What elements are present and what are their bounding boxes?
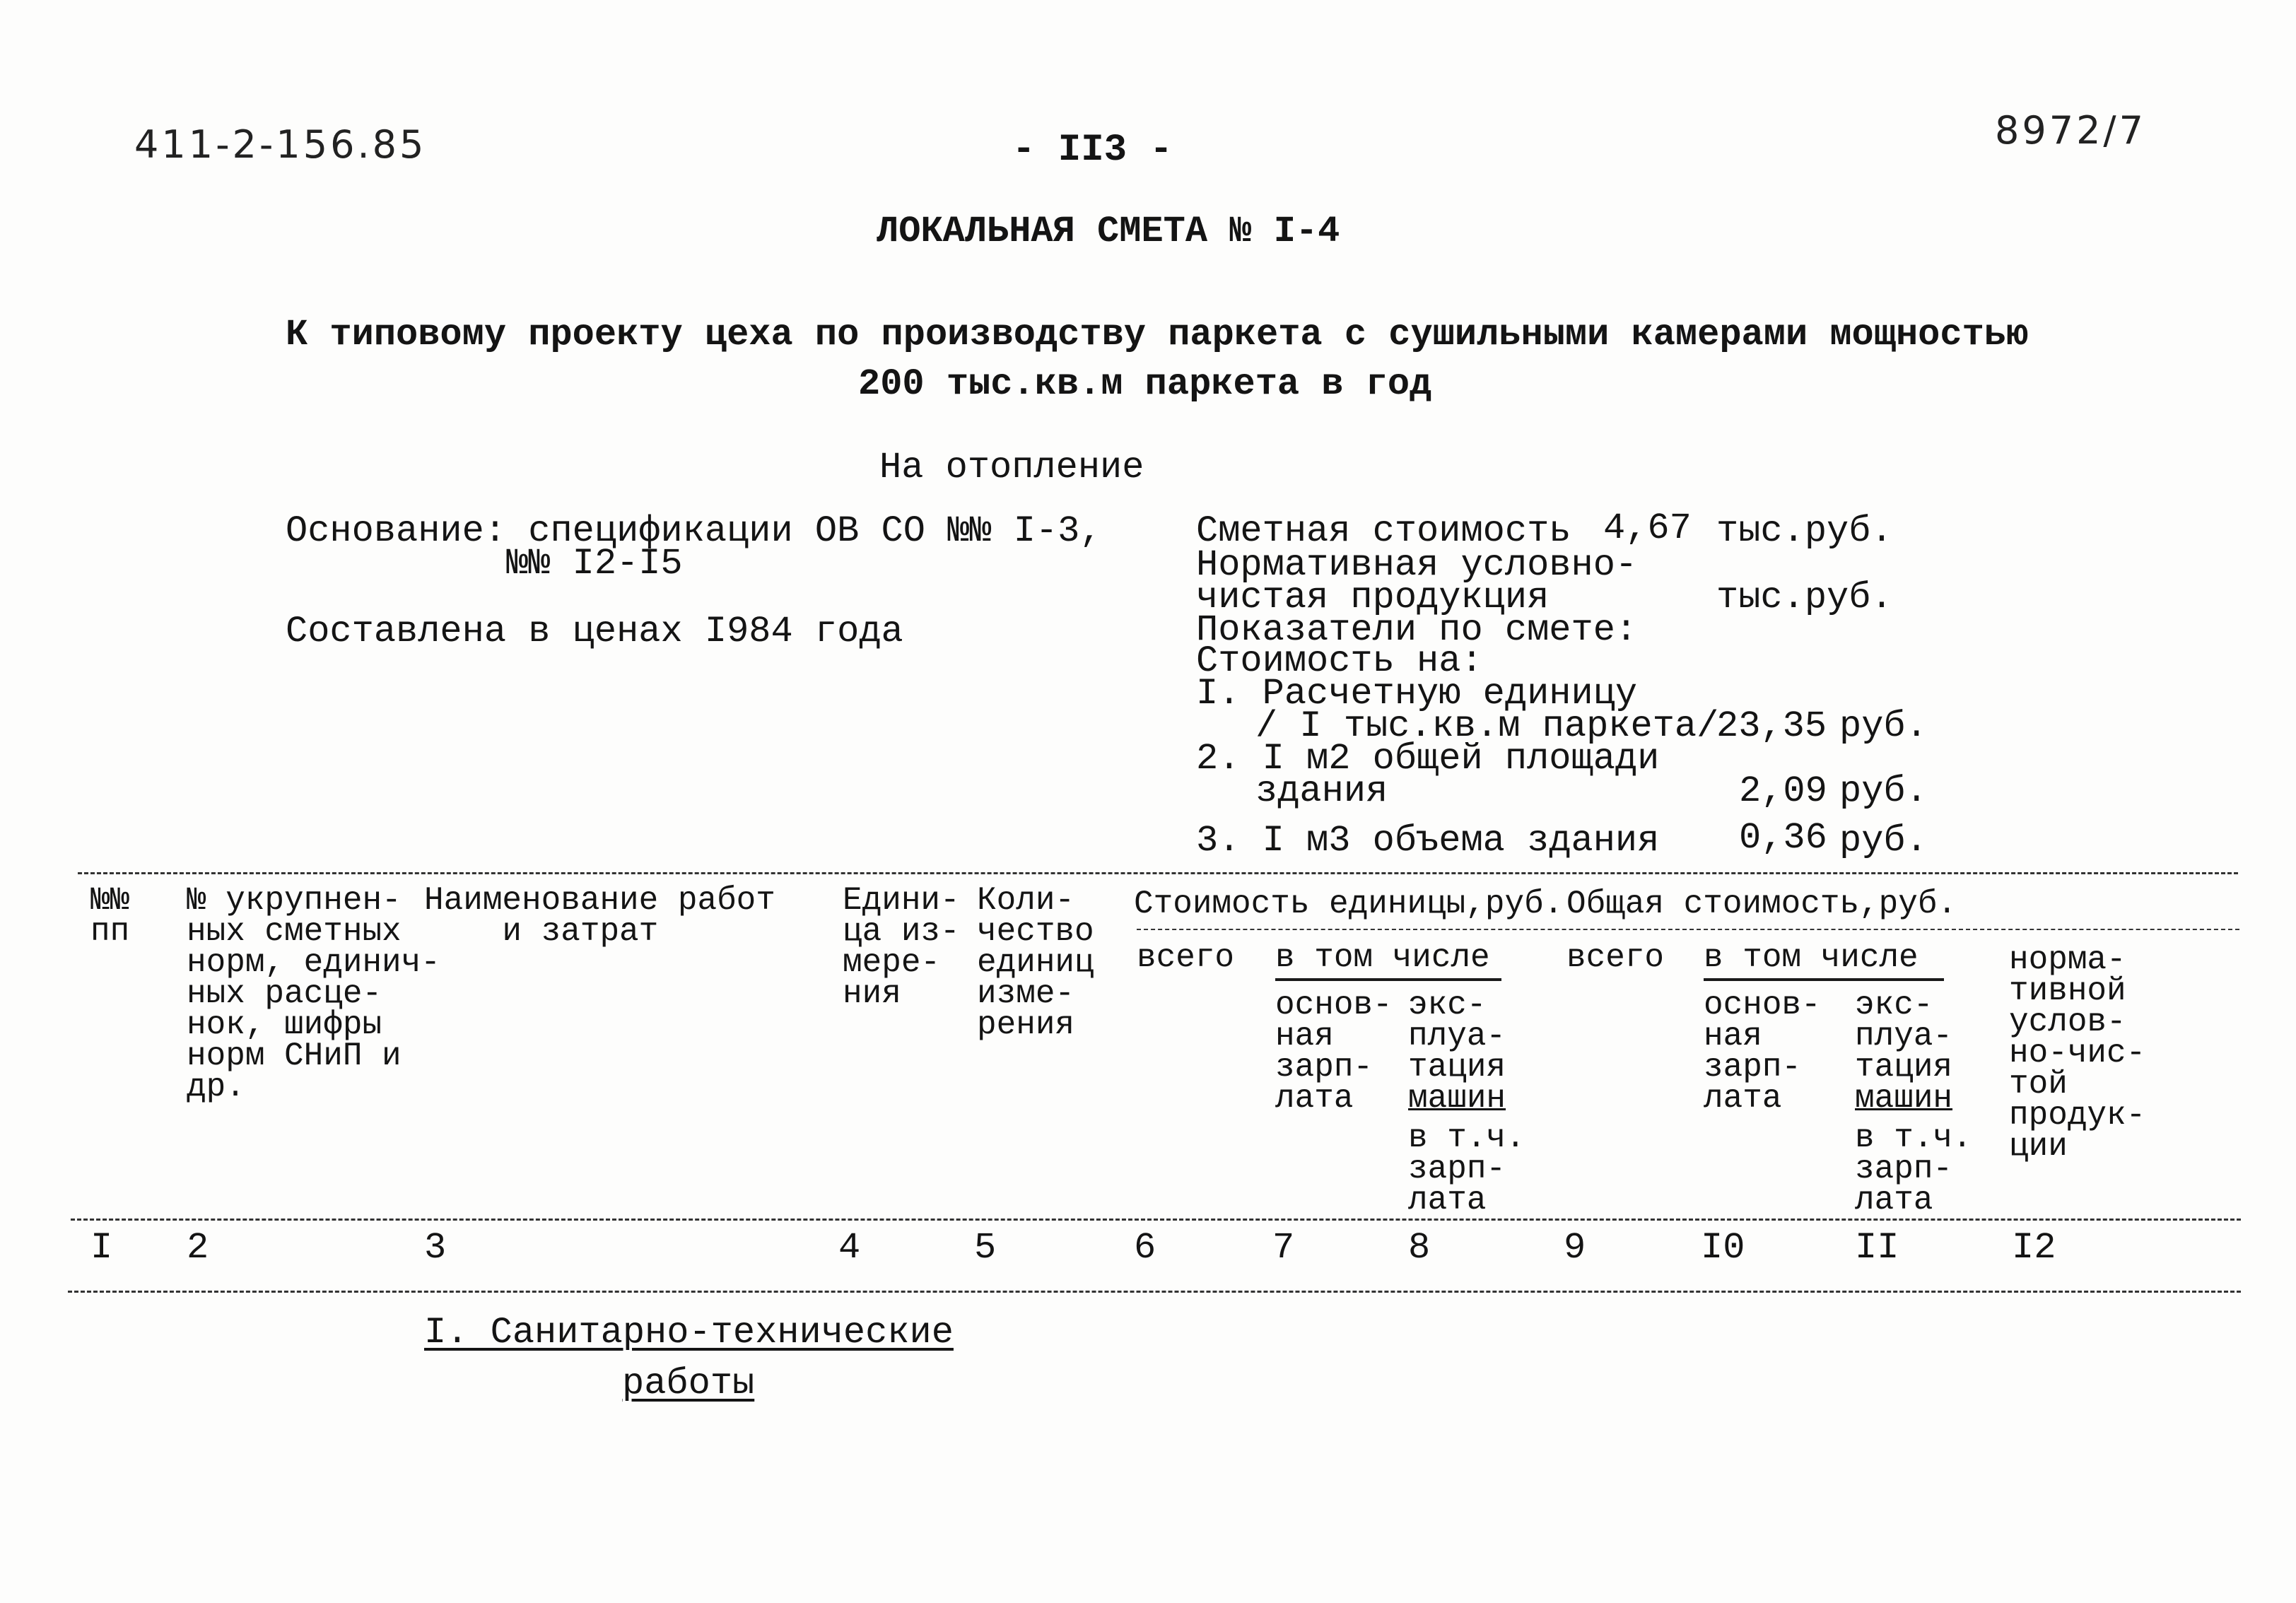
col-header-2: № укрупнен- ных сметных норм, единич- ных расце- нок, шифры норм СНиП и др. bbox=[187, 882, 440, 1105]
page-title: ЛОКАЛЬНАЯ СМЕТА № I-4 bbox=[877, 211, 1340, 252]
col-header-3: Наименование работ и затрат bbox=[424, 882, 775, 950]
column-number-2: 2 bbox=[187, 1227, 209, 1269]
item1-label-1: I. Расчетную единицу bbox=[1196, 673, 1638, 715]
basis-line-1: Основание: спецификации ОВ СО №№ I-3, bbox=[286, 510, 1102, 552]
column-number-1: I bbox=[90, 1227, 113, 1269]
cost-per-label: Стоимость на: bbox=[1196, 640, 1483, 682]
estimated-cost-unit: тыс.руб. bbox=[1716, 510, 1893, 552]
item1-value: 23,35 bbox=[1716, 705, 1827, 747]
col-header-8-bottom: в т.ч. зарп- лата bbox=[1408, 1120, 1525, 1219]
column-number-4: 4 bbox=[838, 1227, 861, 1269]
compiled-prices: Составлена в ценах I984 года bbox=[286, 611, 903, 652]
col-header-1: №№ пп bbox=[90, 882, 130, 950]
column-number-9: 9 bbox=[1564, 1227, 1586, 1269]
indicators-label: Показатели по смете: bbox=[1196, 609, 1638, 651]
incl-unit-underline bbox=[1275, 978, 1501, 981]
col-header-10: основ- ная зарп- лата bbox=[1704, 987, 1821, 1117]
col-header-8-machines: машин bbox=[1408, 1080, 1506, 1117]
column-number-3: 3 bbox=[424, 1227, 447, 1269]
header-bottom-rule bbox=[71, 1219, 2241, 1221]
normative-unit: тыс.руб. bbox=[1716, 577, 1893, 618]
col-header-5: Коли- чество единиц изме- рения bbox=[977, 882, 1094, 1043]
column-number-7: 7 bbox=[1272, 1227, 1295, 1269]
subtitle-line-2: 200 тыс.кв.м паркета в год bbox=[858, 363, 1432, 405]
incl-unit-header: в том числе bbox=[1275, 939, 1490, 976]
col-header-6: всего bbox=[1137, 939, 1235, 976]
incl-total-underline bbox=[1704, 978, 1944, 981]
total-cost-group-header: Общая стоимость,руб. bbox=[1566, 886, 1957, 922]
normative-label-2: чистая продукция bbox=[1196, 577, 1550, 618]
item1-label-2: / I тыс.кв.м паркета/ bbox=[1255, 705, 1719, 747]
section-heading: На отопление bbox=[879, 447, 1144, 488]
item2-label-1: 2. I м2 общей площади bbox=[1196, 738, 1660, 780]
section-title-line-2: работы bbox=[622, 1363, 755, 1404]
incl-total-header: в том числе bbox=[1704, 939, 1919, 976]
normative-label-1: Нормативная условно- bbox=[1196, 544, 1638, 586]
estimated-cost-value: 4,67 bbox=[1603, 507, 1692, 549]
column-number-5: 5 bbox=[974, 1227, 997, 1269]
item1-unit: руб. bbox=[1839, 705, 1928, 747]
col-header-9: всего bbox=[1566, 939, 1665, 976]
subtitle-line-1: К типовому проекту цеха по производству паркета с сушильными камерами мощностью bbox=[286, 314, 2029, 356]
col-header-11-top: экс- плуа- тация bbox=[1855, 987, 1953, 1086]
item2-unit: руб. bbox=[1839, 770, 1928, 812]
col-header-12: норма- тивной услов- но-чис- той продук- ции bbox=[2009, 941, 2146, 1165]
column-number-12: I2 bbox=[2012, 1227, 2056, 1269]
archive-number: 8972/7 bbox=[1995, 108, 2146, 153]
column-number-11: II bbox=[1855, 1227, 1899, 1269]
estimated-cost-label: Сметная стоимость bbox=[1196, 510, 1571, 552]
unit-cost-group-header: Стоимость единицы,руб. bbox=[1134, 886, 1564, 922]
item2-value: 2,09 bbox=[1739, 770, 1827, 812]
col-header-11-bottom: в т.ч. зарп- лата bbox=[1855, 1120, 1972, 1219]
column-numbers-rule bbox=[68, 1291, 2241, 1293]
item3-label: 3. I м3 объема здания bbox=[1196, 820, 1660, 862]
group-header-rule bbox=[1137, 929, 2239, 930]
col-header-11-machines: машин bbox=[1855, 1080, 1953, 1117]
column-number-8: 8 bbox=[1408, 1227, 1431, 1269]
basis-line-2: №№ I2-I5 bbox=[506, 543, 683, 585]
col-header-4: Едини- ца из- мере- ния bbox=[843, 882, 960, 1012]
item3-unit: руб. bbox=[1839, 820, 1928, 862]
col-header-8-top: экс- плуа- тация bbox=[1408, 987, 1506, 1086]
page-number: - II3 - bbox=[1012, 129, 1173, 172]
column-number-10: I0 bbox=[1701, 1227, 1745, 1269]
column-number-6: 6 bbox=[1134, 1227, 1156, 1269]
doc-code: 411-2-156.85 bbox=[134, 122, 427, 167]
table-top-rule bbox=[78, 872, 2238, 874]
item2-label-2: здания bbox=[1255, 770, 1388, 812]
section-title-line-1: I. Санитарно-технические bbox=[424, 1312, 954, 1354]
col-header-7: основ- ная зарп- лата bbox=[1275, 987, 1393, 1117]
item3-value: 0,36 bbox=[1739, 817, 1827, 859]
